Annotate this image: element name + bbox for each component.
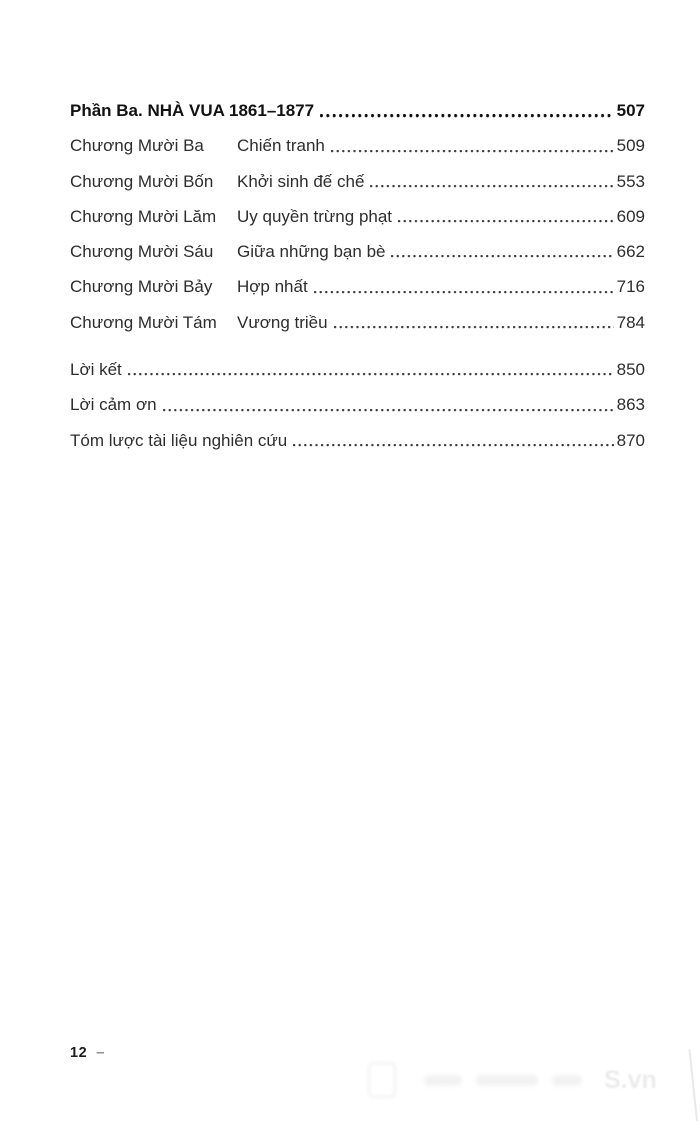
chapter-number-label: Chương Mười Lăm — [70, 206, 217, 226]
backmatter-title: Lời kết — [70, 360, 122, 380]
chapter-number-label: Chương Mười Tám — [70, 312, 217, 332]
page-number: 12 — [70, 1044, 88, 1061]
watermark-blur-mark — [552, 1075, 582, 1086]
backmatter-title: Lời cảm ơn — [70, 395, 157, 415]
dot-leader — [128, 352, 614, 387]
toc-chapter-row — [70, 305, 645, 340]
part-title: Phần Ba. NHÀ VUA 1861–1877 — [70, 101, 315, 120]
chapter-title: Giữa những bạn bè — [237, 242, 386, 262]
watermark — [368, 1056, 690, 1104]
chapter-number-label: Chương Mười Ba — [70, 136, 204, 156]
chapter-title: Chiến tranh — [237, 136, 325, 156]
chapter-page-number: 509 — [616, 136, 645, 156]
scan-page-edge — [688, 1049, 697, 1121]
toc-chapter-row — [70, 199, 645, 234]
chapter-page-number: 609 — [616, 206, 645, 226]
dot-leader — [293, 423, 613, 458]
dot-leader — [320, 93, 614, 128]
chapter-title: Hợp nhất — [237, 277, 308, 297]
toc-chapter-row — [70, 128, 645, 163]
watermark-blur-mark — [424, 1075, 462, 1086]
toc-chapter-row — [70, 164, 645, 199]
part-page-number: 507 — [616, 101, 645, 120]
toc-backmatter-list — [70, 352, 645, 458]
dot-leader — [370, 164, 613, 199]
watermark-text: S.vn — [604, 1065, 657, 1094]
toc-part-row — [70, 93, 645, 128]
toc-backmatter-row — [70, 423, 645, 458]
backmatter-page-number: 870 — [616, 430, 645, 450]
watermark-blur-mark — [476, 1075, 538, 1086]
toc-backmatter-row — [70, 387, 645, 422]
page-footer — [70, 1044, 104, 1061]
toc-chapter-list — [70, 128, 645, 340]
chapter-number-label: Chương Mười Sáu — [70, 242, 214, 262]
backmatter-title: Tóm lược tài liệu nghiên cứu — [70, 430, 288, 450]
chapter-page-number: 784 — [616, 312, 645, 332]
chapter-title: Khởi sinh đế chế — [237, 171, 365, 191]
dot-leader — [331, 128, 614, 163]
watermark-logo-icon — [368, 1062, 396, 1098]
dot-leader — [163, 387, 614, 422]
toc-backmatter-row — [70, 352, 645, 387]
chapter-page-number: 553 — [616, 171, 645, 191]
toc-chapter-row — [70, 234, 645, 269]
dot-leader — [314, 269, 614, 304]
footer-dash: – — [96, 1044, 105, 1061]
dot-leader — [391, 234, 613, 269]
table-of-contents — [70, 93, 645, 458]
chapter-page-number: 662 — [616, 242, 645, 262]
chapter-number-label: Chương Mười Bốn — [70, 171, 214, 191]
backmatter-page-number: 863 — [616, 395, 645, 415]
chapter-title: Vương triều — [237, 312, 328, 332]
backmatter-page-number: 850 — [616, 360, 645, 380]
chapter-page-number: 716 — [616, 277, 645, 297]
chapter-title: Uy quyền trừng phạt — [237, 206, 393, 226]
dot-leader — [398, 199, 614, 234]
chapter-number-label: Chương Mười Bảy — [70, 277, 213, 297]
dot-leader — [334, 305, 614, 340]
toc-chapter-row — [70, 269, 645, 304]
